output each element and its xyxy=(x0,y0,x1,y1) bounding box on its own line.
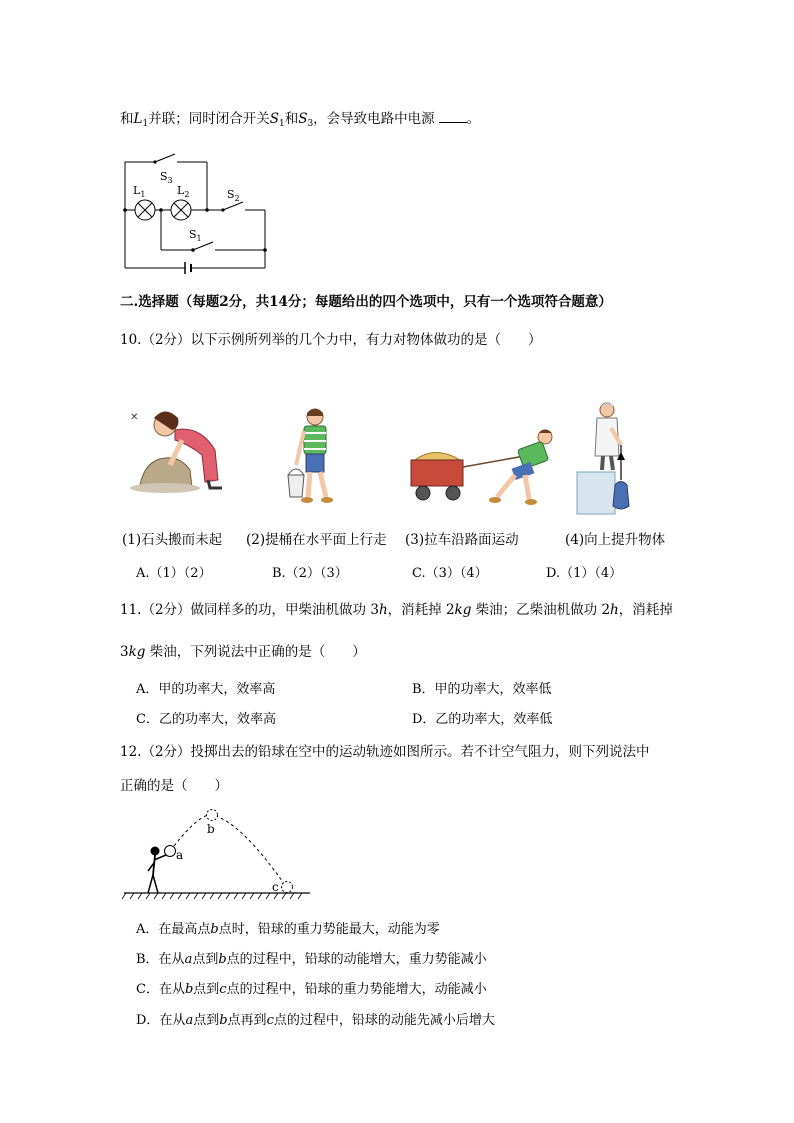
q12-opt-text: 点时，铅球的重力势能最大，动能为零 xyxy=(218,922,440,937)
label-s3: $S_3$ xyxy=(160,170,173,185)
illustration-lifting-object xyxy=(575,400,640,515)
q12-opt-text: 点的过程中，铅球的动能先减小后增大 xyxy=(273,1013,495,1028)
intro-symbol-sub: 1 xyxy=(142,119,149,129)
q10-option-a[interactable]: A.（1）（2） xyxy=(136,566,212,581)
q10-caption-4: (4)向上提升物体 xyxy=(565,532,666,548)
q11-text: 11.（2分）做同样多的功，甲柴油机做功 3 xyxy=(120,602,379,618)
trajectory-diagram xyxy=(120,805,315,900)
label-b: b xyxy=(207,822,215,836)
label-c: c xyxy=(272,880,279,894)
intro-text: 和 xyxy=(284,111,299,127)
illustration-carrying-bucket xyxy=(280,405,350,510)
q12-opt-text: D．在从 xyxy=(136,1013,186,1028)
q12-opt-text: 点到 xyxy=(192,952,219,967)
intro-text: ，会导致电路中电源 xyxy=(313,111,435,127)
q12-stem-line1: 12.（2分）投掷出去的铅球在空中的运动轨迹如图所示。若不计空气阻力，则下列说法中 xyxy=(120,744,650,760)
q10-option-b[interactable]: B.（2）（3） xyxy=(272,566,348,581)
q11-text: ，消耗掉 xyxy=(618,602,673,618)
q11-option-a[interactable]: A．甲的功率大，效率高 xyxy=(136,682,276,697)
q12-opt-text: B．在从 xyxy=(136,952,185,967)
q12-stem-line2: 正确的是（ ） xyxy=(120,778,228,794)
illustration-pulling-cart xyxy=(405,425,565,510)
q11-option-c[interactable]: C．乙的功率大，效率高 xyxy=(136,712,276,727)
answer-blank[interactable] xyxy=(439,112,467,123)
intro-symbol-s: S xyxy=(269,111,279,127)
intro-text: 。 xyxy=(466,111,481,127)
intro-text: 和 xyxy=(120,111,134,127)
q12-option-c[interactable] xyxy=(136,978,487,997)
q10-caption-3: (3)拉车沿路面运动 xyxy=(405,532,519,548)
q12-opt-var: b xyxy=(184,982,194,997)
q12-opt-text: 点的过程中，铅球的重力势能增大，动能减小 xyxy=(226,982,487,997)
q11-stem-line1 xyxy=(120,598,673,618)
q10-stem: 10.（2分）以下示例所列举的几个力中，有力对物体做功的是（ ） xyxy=(120,332,542,348)
svg-text:✕: ✕ xyxy=(130,412,139,423)
circuit-diagram xyxy=(115,150,285,275)
q11-option-b[interactable]: B．甲的功率大，效率低 xyxy=(412,682,552,697)
q12-opt-var: c xyxy=(266,1013,274,1028)
q11-unit-kg: kg xyxy=(128,644,146,660)
q12-opt-var: b xyxy=(210,922,219,937)
q10-caption-2: (2)提桶在水平面上行走 xyxy=(246,532,387,548)
q12-opt-var: b xyxy=(219,1013,228,1028)
label-l1: $L_1$ xyxy=(133,184,146,199)
q12-option-d[interactable] xyxy=(136,1009,495,1028)
illustration-lifting-stone xyxy=(120,400,245,495)
intro-text: 并联；同时闭合开关 xyxy=(148,111,270,127)
intro-line xyxy=(120,107,480,129)
q12-option-a[interactable] xyxy=(136,918,440,937)
q10-option-c[interactable]: C.（3）（4） xyxy=(412,566,488,581)
section-heading: 二.选择题（每题2分，共14分；每题给出的四个选项中，只有一个选项符合题意） xyxy=(120,294,612,310)
q12-option-b[interactable] xyxy=(136,948,487,967)
q12-opt-text: A．在最高点 xyxy=(136,922,211,937)
q12-opt-text: 点的过程中，铅球的动能增大，重力势能减小 xyxy=(226,952,487,967)
intro-symbol-l: L xyxy=(133,111,143,127)
q11-unit-h: h xyxy=(378,602,388,618)
q12-opt-text: C．在从 xyxy=(136,982,185,997)
q11-text: ，消耗掉 2 xyxy=(387,602,455,618)
q12-opt-var: a xyxy=(185,1013,194,1028)
q12-opt-var: a xyxy=(184,952,193,967)
q12-opt-text: 点到 xyxy=(193,1013,220,1028)
q11-unit-kg: kg xyxy=(454,602,472,618)
q11-option-d[interactable]: D．乙的功率大，效率低 xyxy=(412,712,553,727)
label-a: a xyxy=(176,848,184,862)
q11-text: 柴油，下列说法中正确的是（ ） xyxy=(145,644,366,660)
q12-opt-text: 点到 xyxy=(193,982,220,997)
q12-opt-var: c xyxy=(219,982,227,997)
intro-symbol-s: S xyxy=(298,111,308,127)
q10-option-d[interactable]: D.（1）（4） xyxy=(546,566,623,581)
label-l2: $L_2$ xyxy=(177,184,190,199)
intro-symbol-sub: 1 xyxy=(278,119,285,129)
q11-unit-h: h xyxy=(610,602,619,618)
q11-stem-line2 xyxy=(120,640,366,660)
q12-opt-var: b xyxy=(218,952,227,967)
intro-symbol-sub: 3 xyxy=(307,119,314,129)
q12-opt-text: 点再到 xyxy=(227,1013,267,1028)
label-s1: $S_1$ xyxy=(189,228,202,243)
q11-text: 3 xyxy=(120,644,129,660)
q10-caption-1: (1)石头搬而未起 xyxy=(122,532,223,548)
q11-text: 柴油；乙柴油机做功 2 xyxy=(471,602,611,618)
label-s2: $S_2$ xyxy=(227,188,240,203)
